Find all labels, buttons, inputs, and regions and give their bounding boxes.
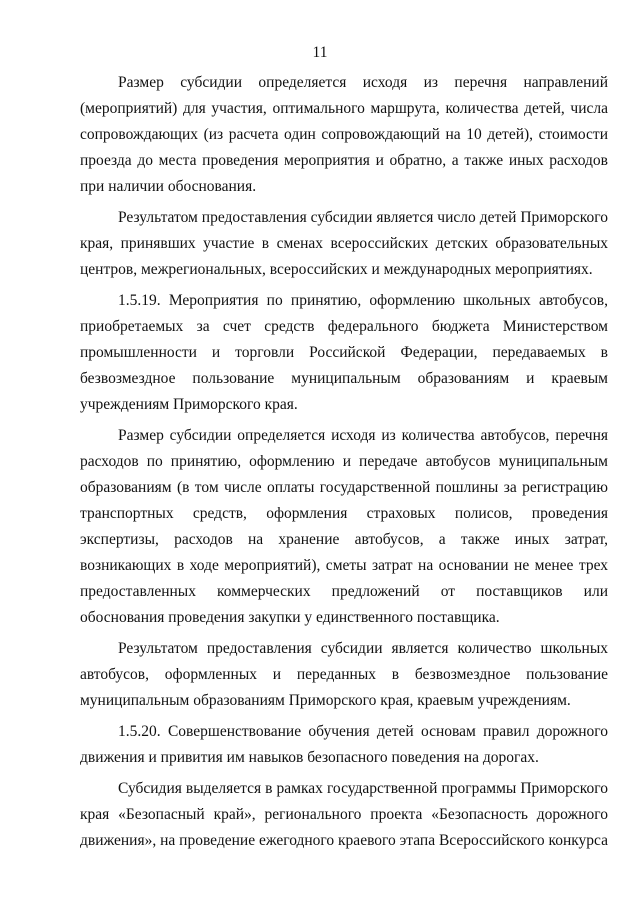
paragraph-item-1-5-19: 1.5.19. Мероприятия по принятию, оформлению школьных автобусов, приобретаемых за счет средств федерального бюджета Министерством промышленности и торговли Российской Федерации, передаваемых в безвозмездное пользование муниципальным образованиям и краевым учреждениям Приморского края. <box>80 292 608 413</box>
paragraph-subsidy-result-buses: Результатом предоставления субсидии является количество школьных автобусов, оформленных и переданных в безвозмездное пользование муниципальным образованиям Приморского края, краевым учреждениям. <box>80 640 608 709</box>
paragraph-subsidy-program: Субсидия выделяется в рамках государственной программы Приморского края «Безопасный край», регионального проекта «Безопасность дорожного движения», на проведение ежегодного краевого этапа Всероссийского конкурса <box>80 780 609 849</box>
page-number: 11 <box>312 44 328 61</box>
paragraph-subsidy-result-children: Результатом предоставления субсидии является число детей Приморского края, принявших участие в сменах всероссийских детских образовательных центров, межрегиональных, всероссийских и международных мероприятиях. <box>80 209 608 278</box>
document-body <box>80 70 608 854</box>
paragraph-subsidy-size-travel: Размер субсидии определяется исходя из перечня направлений (мероприятий) для участия, оптимального маршрута, количества детей, числа сопровождающих (из расчета один сопровождающий на 10 детей), стоимости проезда до места проведения мероприятия и обратно, а также иных расходов при наличии обоснования. <box>80 74 608 195</box>
paragraph-subsidy-size-buses: Размер субсидии определяется исходя из количества автобусов, перечня расходов по принятию, оформлению и передаче автобусов муниципальным образованиям (в том числе оплаты государственной пошлины за регистрацию транспортных средств, оформления страховых полисов, проведения экспертизы, расходов на хранение автобусов, а также иных затрат, возникающих в ходе мероприятий), сметы затрат на основании не менее трех предоставленных коммерческих предложений от поставщиков или обоснования проведения закупки у единственного поставщика. <box>80 427 608 626</box>
paragraph-item-1-5-20: 1.5.20. Совершенствование обучения детей основам правил дорожного движения и привития им навыков безопасного поведения на дорогах. <box>80 723 608 766</box>
